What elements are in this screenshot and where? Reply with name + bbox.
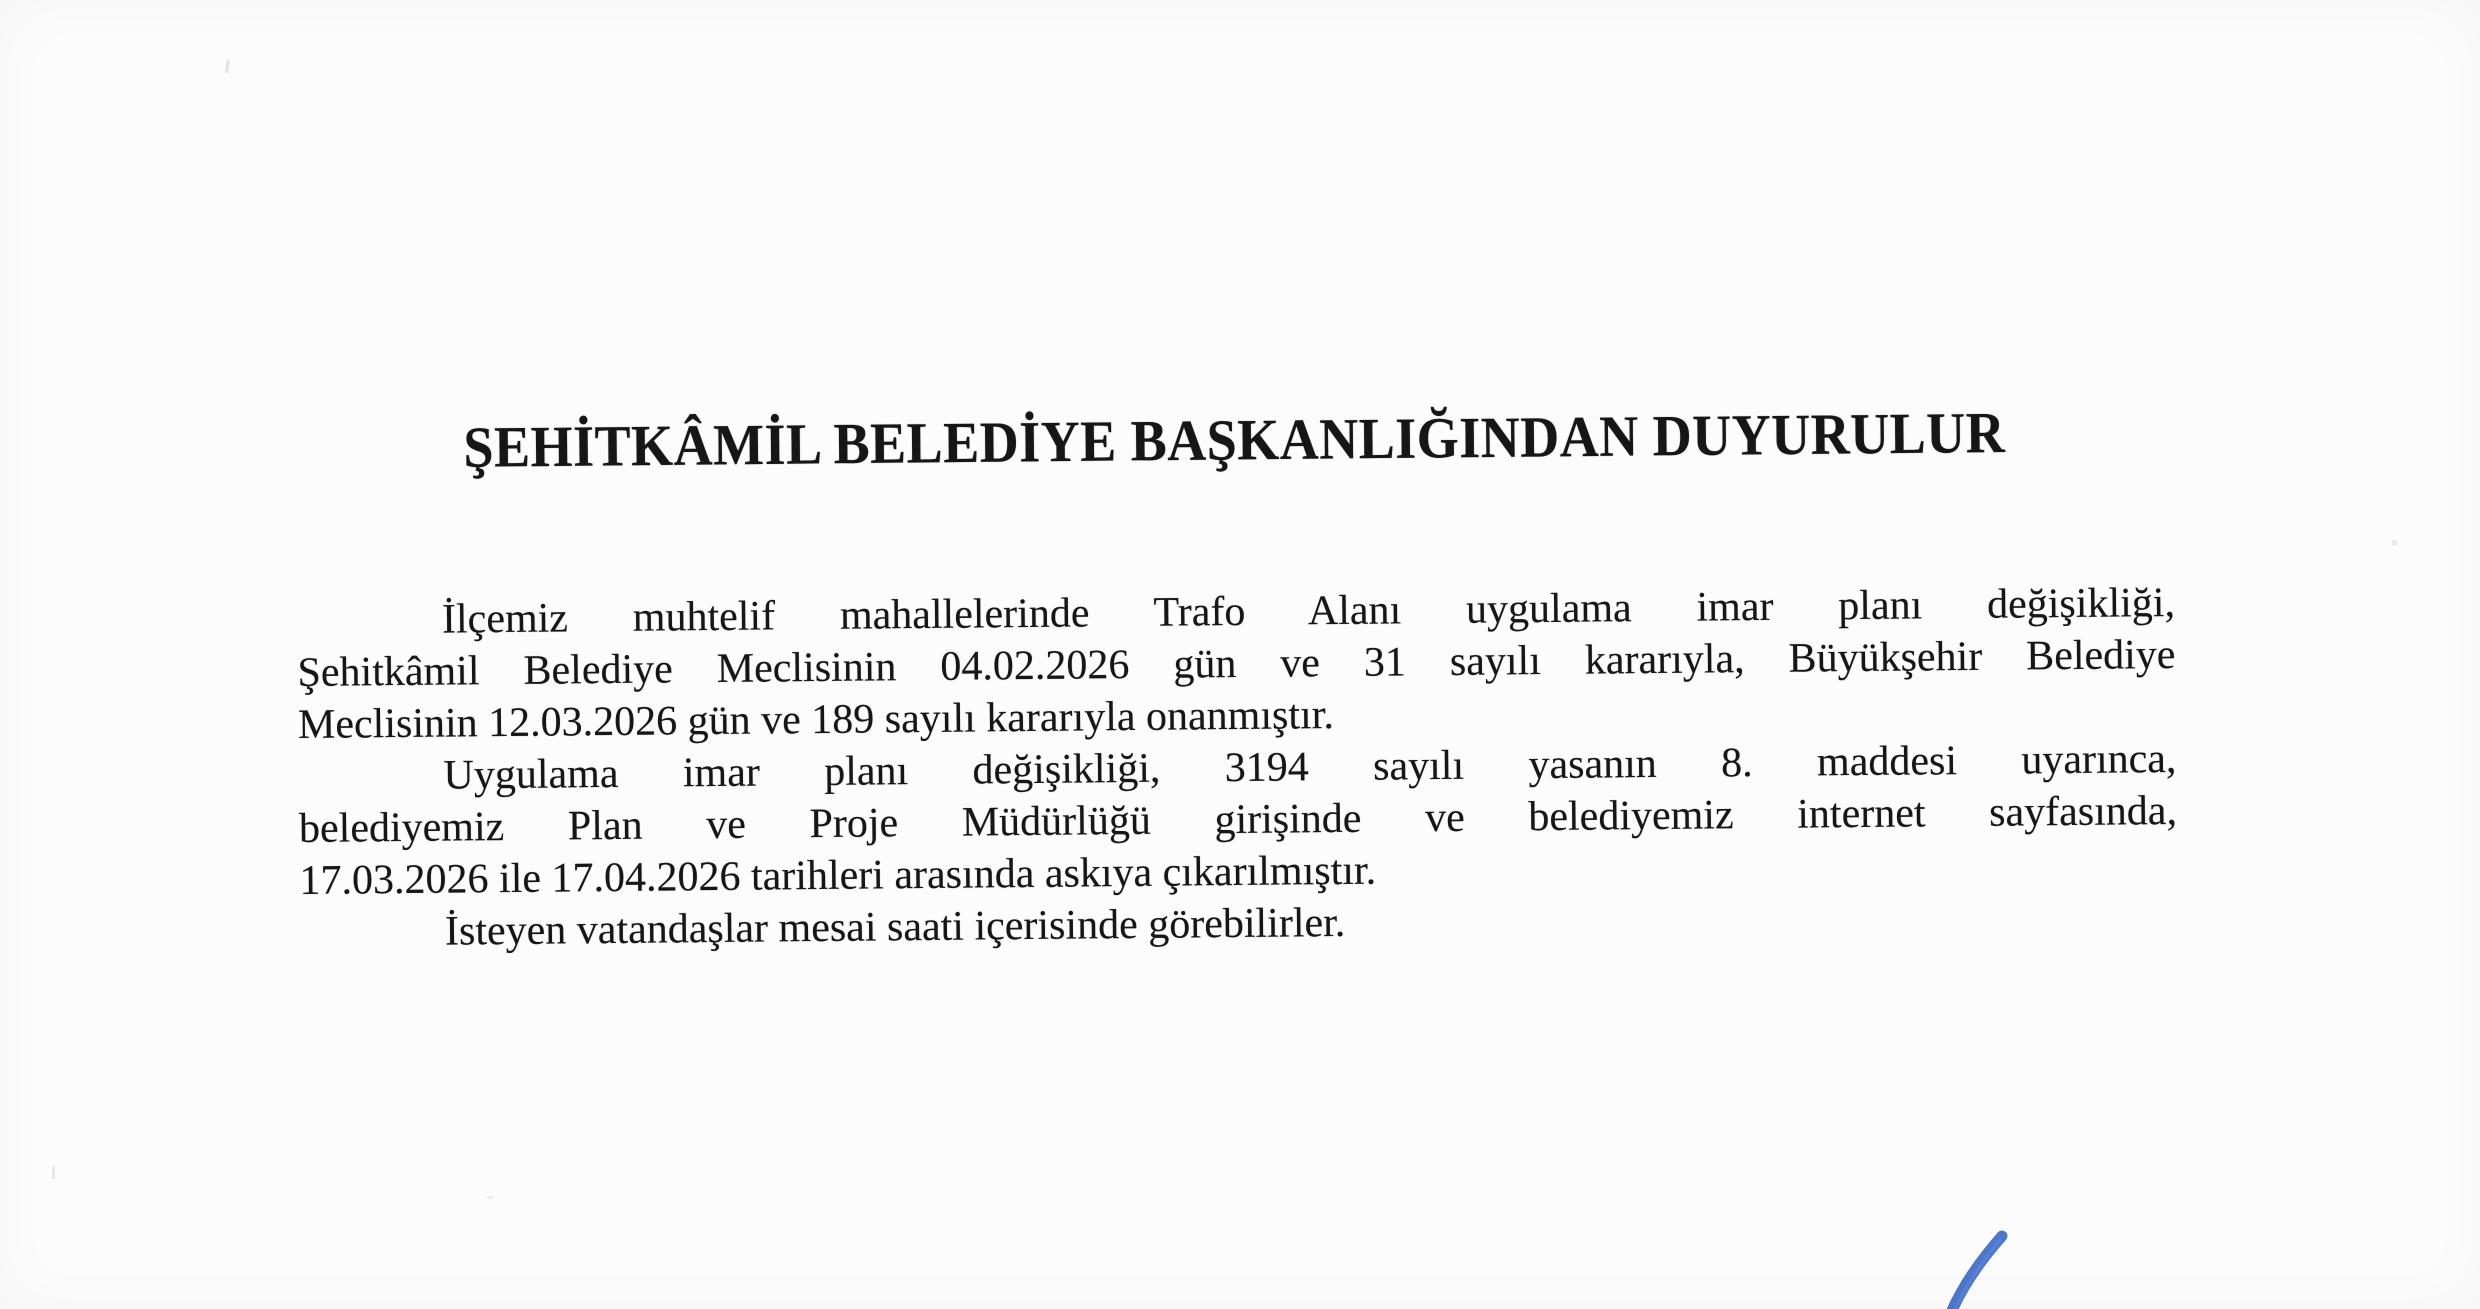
body-line: Uygulama imar planı değişikliği, 3194 sayılı yasanın 8. maddesi uyarınca, [443, 735, 2177, 799]
scan-speck [2392, 540, 2397, 546]
body-line: İsteyen vatandaşlar mesai saati içerisinde görebilirler. [444, 899, 1346, 955]
body-line: Şehitkâmil Belediye Meclisinin 04.02.2026 gün ve 31 sayılı kararıyla, Büyükşehir Belediye [297, 631, 2176, 697]
body-line: Meclisinin 12.03.2026 gün ve 189 sayılı kararıyla onanmıştır. [297, 692, 1335, 748]
scan-speck [487, 1196, 494, 1199]
body-line: 17.03.2026 ile 17.04.2026 tarihleri arasında askıya çıkarılmıştır. [299, 847, 1377, 904]
body-line: İlçemiz muhtelif mahallelerinde Trafo Alanı uygulama imar planı değişikliği, [441, 579, 2176, 643]
signature-pen-stroke-icon [1936, 1228, 2036, 1309]
announcement-body [295, 395, 2178, 959]
body-line: belediyemiz Plan ve Proje Müdürlüğü girişinde ve belediyemiz internet sayfasında, [298, 787, 2178, 852]
announcement-text [297, 577, 2178, 959]
scan-speck [52, 1166, 55, 1179]
scan-speck [225, 60, 230, 73]
announcement-title: ŞEHİTKÂMİL BELEDİYE BAŞKANLIĞINDAN DUYURULUR [463, 400, 2006, 480]
